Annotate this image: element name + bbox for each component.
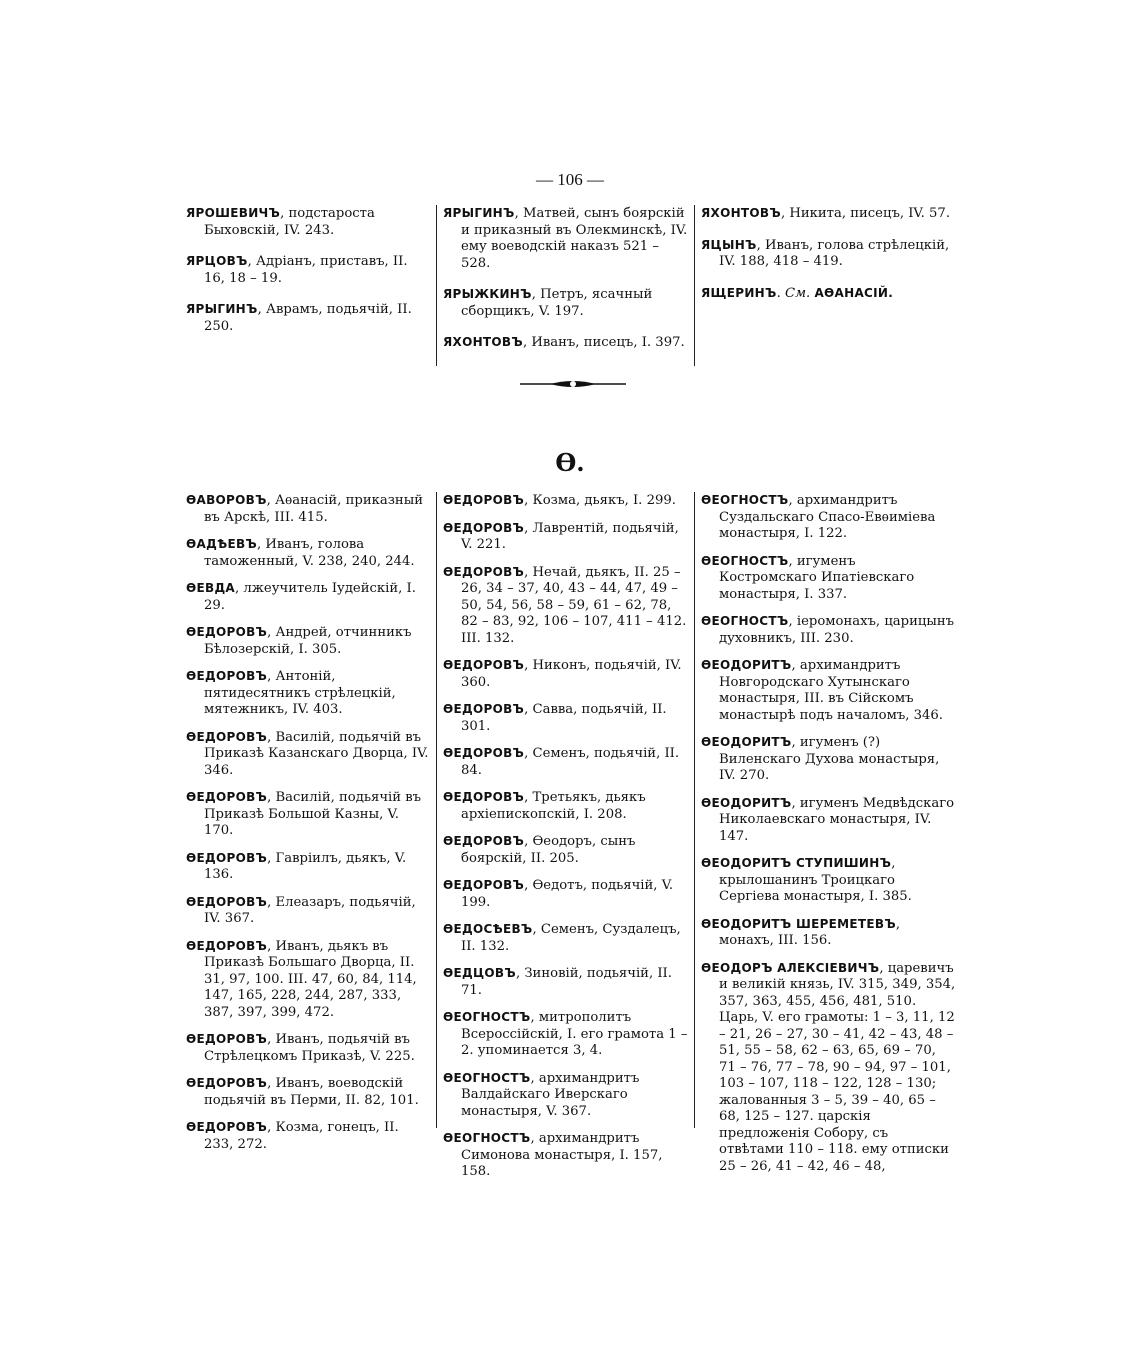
index-entry xyxy=(443,286,688,320)
entry-headword: ѲЕДОРОВЪ xyxy=(443,790,525,804)
index-entry xyxy=(443,1070,688,1121)
entry-headword: ѲЕДОРОВЪ xyxy=(443,878,525,892)
entry-text: , Иванъ, писецъ, I. 397. xyxy=(522,335,685,350)
index-entry xyxy=(443,745,688,779)
entry-text: , Василій, подьячій въ Приказѣ Большой Казны, V. 170. xyxy=(204,790,422,838)
index-entry xyxy=(701,613,956,647)
index-entry xyxy=(701,285,956,303)
index-entry xyxy=(186,580,430,614)
entry-text: , Василій, подьячій въ Приказѣ Казанскаго Дворца, IV. 346. xyxy=(204,729,429,778)
entry-text: , Ѳеодоръ, сынъ боярскій, II. 205. xyxy=(461,834,636,866)
top-column-2 xyxy=(436,205,694,366)
index-entry xyxy=(443,205,688,272)
index-entry xyxy=(701,855,956,906)
index-entry xyxy=(443,701,688,735)
index-entry xyxy=(701,553,956,604)
entry-text: , крылошанинъ Троицкаго Сергіева монастыря, I. 385. xyxy=(719,856,912,904)
entry-text: , Никита, писецъ, IV. 57. xyxy=(780,206,951,221)
entry-headword: ѲЕОГНОСТЪ xyxy=(701,614,789,628)
entry-text: , архимандритъ Валдайскаго Иверскаго монастыря, V. 367. xyxy=(461,1070,640,1119)
entry-headword: ЯЩЕРИНЪ xyxy=(701,285,777,300)
index-entry xyxy=(443,877,688,911)
entry-headword: ѲЕДОРОВЪ xyxy=(443,493,525,507)
entry-text: , Семенъ, подьячій, II. 84. xyxy=(461,746,680,778)
index-entry xyxy=(443,520,688,554)
entry-text: , Иванъ, голова таможенный, V. 238, 240, 244. xyxy=(204,537,415,569)
entry-headword: ѲЕОДОРИТЪ xyxy=(701,795,792,810)
index-entry xyxy=(443,657,688,691)
entry-headword: ѲЕВДА xyxy=(186,581,236,595)
index-entry xyxy=(186,729,430,780)
cross-reference: АѲАНАСІЙ. xyxy=(814,285,894,300)
entry-headword: ѲЕДЦОВЪ xyxy=(443,966,516,980)
entry-headword: ѲАДѢЕВЪ xyxy=(186,537,257,551)
index-entry xyxy=(186,624,430,658)
index-entry xyxy=(443,921,688,955)
entry-headword: ѲЕОГНОСТЪ xyxy=(443,1070,531,1085)
entry-text: , архимандритъ Новгородскаго Хутынскаго монастыря, III. въ Сійскомъ монастырѣ подъ началомъ, 346. xyxy=(719,658,943,723)
index-entry xyxy=(186,894,430,928)
index-entry xyxy=(701,237,956,271)
entry-headword: ѲЕОДОРИТЪ ШЕРЕМЕТЕВЪ xyxy=(701,916,896,931)
entry-headword: ЯРЫЖКИНЪ xyxy=(443,287,532,301)
index-entry xyxy=(443,334,688,352)
entry-headword: ѲЕОГНОСТЪ xyxy=(701,553,789,568)
entry-text: , монахъ, III. 156. xyxy=(719,916,901,948)
index-entry xyxy=(186,1031,430,1065)
index-entry xyxy=(186,492,430,526)
entry-headword: ЯХОНТОВЪ xyxy=(701,206,781,220)
index-entry xyxy=(186,205,430,239)
entry-text: , митрополитъ Всероссійскій, I. его грамота 1 – 2. упоминается 3, 4. xyxy=(461,1010,688,1058)
entry-text: , іеромонахъ, царицынъ духовникъ, III. 230. xyxy=(719,614,955,646)
entry-headword: ѲЕДОРОВЪ xyxy=(186,1076,268,1090)
entry-headword: ѲЕДОРОВЪ xyxy=(443,658,525,672)
see-reference-label: См. xyxy=(785,285,811,301)
entry-text: , Адріанъ, приставъ, II. 16, 18 – 19. xyxy=(204,254,408,286)
entry-headword: ѲАВОРОВЪ xyxy=(186,493,267,507)
entry-text: . xyxy=(776,285,781,301)
index-entry xyxy=(186,1075,430,1109)
entry-headword: ѲЕДОРОВЪ xyxy=(443,702,525,716)
section-letter: Ѳ. xyxy=(555,448,585,477)
page-number: — 106 — xyxy=(536,170,604,189)
index-entry xyxy=(186,253,430,287)
entry-text: , Никонъ, подьячій, IV. 360. xyxy=(461,658,682,690)
entry-text: , Иванъ, подьячій въ Стрѣлецкомъ Приказѣ, V. 225. xyxy=(204,1032,415,1064)
entry-text: , Козма, дьякъ, I. 299. xyxy=(524,493,676,508)
index-entry xyxy=(186,938,430,1022)
entry-text: , архимандритъ Суздальскаго Спасо-Евѳиміева монастыря, I. 122. xyxy=(719,493,936,541)
entry-headword: ѲЕОГНОСТЪ xyxy=(443,1010,531,1024)
entry-headword: ѲЕОГНОСТЪ xyxy=(701,493,789,507)
index-entry xyxy=(443,1130,688,1181)
entry-headword: ѲЕДОРОВЪ xyxy=(186,669,268,683)
entry-text: , игуменъ Медвѣдскаго Николаевскаго монастыря, IV. 147. xyxy=(719,795,955,844)
entry-text: , игуменъ Костромскаго Ипатіевскаго монастыря, I. 337. xyxy=(719,553,915,602)
index-entry xyxy=(443,492,688,510)
index-entry xyxy=(186,850,430,884)
entry-headword: ѲЕДОРОВЪ xyxy=(443,746,525,760)
entry-text: , Иванъ, воеводскій подьячій въ Перми, II. 82, 101. xyxy=(204,1076,419,1108)
entry-headword: ѲЕДОРОВЪ xyxy=(186,790,268,804)
entry-headword: ЯРОШЕВИЧЪ xyxy=(186,206,281,220)
entry-headword: ѲЕДОРОВЪ xyxy=(186,729,268,744)
entry-text: , Антоній, пятидесятникъ стрѣлецкій, мятежникъ, IV. 403. xyxy=(204,669,396,717)
entry-text: , царевичъ и великій князь, IV. 315, 349, 354, 357, 363, 455, 456, 481, 510. Царь, V. его грамоты: 1 – 3, 11, 12 – 21, 26 – 27, 30 – 41, 42 – 43, 48 – 51, 55 – 58, 62 – 63, 65, 69 – 70, 71 – 76, 77 – 78, 90 – 94, 97 – 101, 103 – 107, 118 – 122, 128 – 130; жалованныя 3 – 5, 39 – 40, 65 – 68, 125 – 127. царскія предложенія Собору, съ отвѣтами 110 – 118. ему отписки 25 – 26, 41 – 42, 46 – 48, xyxy=(719,960,956,1174)
entry-text: , Козма, гонецъ, II. 233, 272. xyxy=(204,1120,399,1152)
entry-headword: ѲЕОДОРИТЪ xyxy=(701,735,792,749)
entry-text: , Елеазаръ, подьячій, IV. 367. xyxy=(204,894,416,926)
entry-headword: ЯЦЫНЪ xyxy=(701,237,757,252)
fita-column-2 xyxy=(436,492,694,1179)
entry-headword: ѲЕДОРОВЪ xyxy=(186,850,268,865)
index-entry xyxy=(443,564,688,648)
entry-headword: ЯРЦОВЪ xyxy=(186,254,248,268)
entry-headword: ѲЕОДОРЪ АЛЕКСІЕВИЧЪ xyxy=(701,960,880,975)
entry-text: , Лаврентій, подьячій, V. 221. xyxy=(461,520,679,552)
fita-column-3 xyxy=(694,492,956,1174)
index-entry xyxy=(701,960,956,1176)
entry-headword: ѲЕДОРОВЪ xyxy=(186,1120,268,1134)
entry-text: , подстароста Быховскій, IV. 243. xyxy=(204,206,375,238)
entry-headword: ѲЕДОРОВЪ xyxy=(443,834,525,848)
top-column-3 xyxy=(694,205,956,366)
index-entry xyxy=(701,492,956,543)
index-entry xyxy=(186,1119,430,1153)
index-entry xyxy=(186,668,430,719)
entry-text: , Матвей, сынъ боярскій и приказный въ Олекминскѣ, IV. ему воеводскій наказъ 521 – 528. xyxy=(461,206,688,271)
entry-headword: ѲЕДОРОВЪ xyxy=(443,520,525,535)
entry-headword: ЯХОНТОВЪ xyxy=(443,335,523,349)
entry-text: , Семенъ, Суздалецъ, II. 132. xyxy=(461,922,681,954)
entry-headword: ѲЕОДОРИТЪ xyxy=(701,658,792,672)
entry-headword: ѲЕДОРОВЪ xyxy=(186,1032,268,1046)
index-entry xyxy=(443,833,688,867)
entry-text: , лжеучитель Іудейскій, I. 29. xyxy=(204,581,416,613)
index-entry xyxy=(186,301,430,335)
index-entry xyxy=(701,795,956,846)
entry-text: , Андрей, отчинникъ Бѣлозерскій, I. 305. xyxy=(204,625,412,657)
entry-headword: ѲЕДОРОВЪ xyxy=(186,894,268,909)
index-entry xyxy=(701,657,956,724)
index-entry xyxy=(701,916,956,950)
entry-headword: ЯРЫГИНЪ xyxy=(186,302,258,316)
entry-text: , Зиновій, подьячій, II. 71. xyxy=(461,966,672,998)
entry-headword: ЯРЫГИНЪ xyxy=(443,206,515,220)
entry-text: , Петръ, ясачный сборщикъ, V. 197. xyxy=(461,287,653,319)
index-entry xyxy=(701,205,956,223)
index-entry xyxy=(443,965,688,999)
entry-headword: ѲЕОГНОСТЪ xyxy=(443,1131,531,1145)
entry-text: , Иванъ, голова стрѣлецкій, IV. 188, 418 – 419. xyxy=(719,237,950,269)
entry-text: , Иванъ, дьякъ въ Приказѣ Большаго Дворца, II. 31, 97, 100. III. 47, 60, 84, 114, 147, 165, 228, 244, 287, 333, 387, 397, 399, 472. xyxy=(204,938,417,1020)
entry-text: , Ѳедотъ, подьячій, V. 199. xyxy=(461,878,674,910)
index-entry xyxy=(701,734,956,785)
entry-headword: ѲЕДОРОВЪ xyxy=(186,625,268,639)
entry-headword: ѲЕДОСѢЕВЪ xyxy=(443,922,533,936)
entry-text: , Нечай, дьякъ, II. 25 – 26, 34 – 37, 40, 43 – 44, 47, 49 – 50, 54, 56, 58 – 59, 61 – 62, 78, 82 – 83, 92, 106 – 107, 411 – 412. III. 132. xyxy=(461,564,687,646)
fita-entries xyxy=(186,492,956,1179)
index-entry xyxy=(186,789,430,840)
top-entries xyxy=(186,205,956,366)
entry-headword: ѲЕДОРОВЪ xyxy=(186,938,268,953)
entry-headword: ѲЕДОРОВЪ xyxy=(443,564,525,579)
entry-text: , игуменъ (?) Виленскаго Духова монастыря, IV. 270. xyxy=(719,735,940,783)
index-entry xyxy=(443,1009,688,1060)
entry-text: , Савва, подьячій, II. 301. xyxy=(461,702,667,734)
ornament-divider xyxy=(520,376,626,392)
top-column-1 xyxy=(186,205,436,366)
fita-column-1 xyxy=(186,492,436,1152)
entry-text: , Аѳанасій, приказный въ Арскѣ, III. 415. xyxy=(204,493,423,525)
entry-text: , архимандритъ Симонова монастыря, I. 157, 158. xyxy=(461,1131,663,1179)
entry-headword: ѲЕОДОРИТЪ СТУПИШИНЪ xyxy=(701,856,892,870)
entry-text: , Гавріилъ, дьякъ, V. 136. xyxy=(204,850,407,882)
index-entry xyxy=(186,536,430,570)
index-entry xyxy=(443,789,688,823)
entry-text: , Третьякъ, дьякъ архіепископскій, I. 208. xyxy=(461,790,646,822)
entry-text: , Аврамъ, подьячій, II. 250. xyxy=(204,302,412,334)
